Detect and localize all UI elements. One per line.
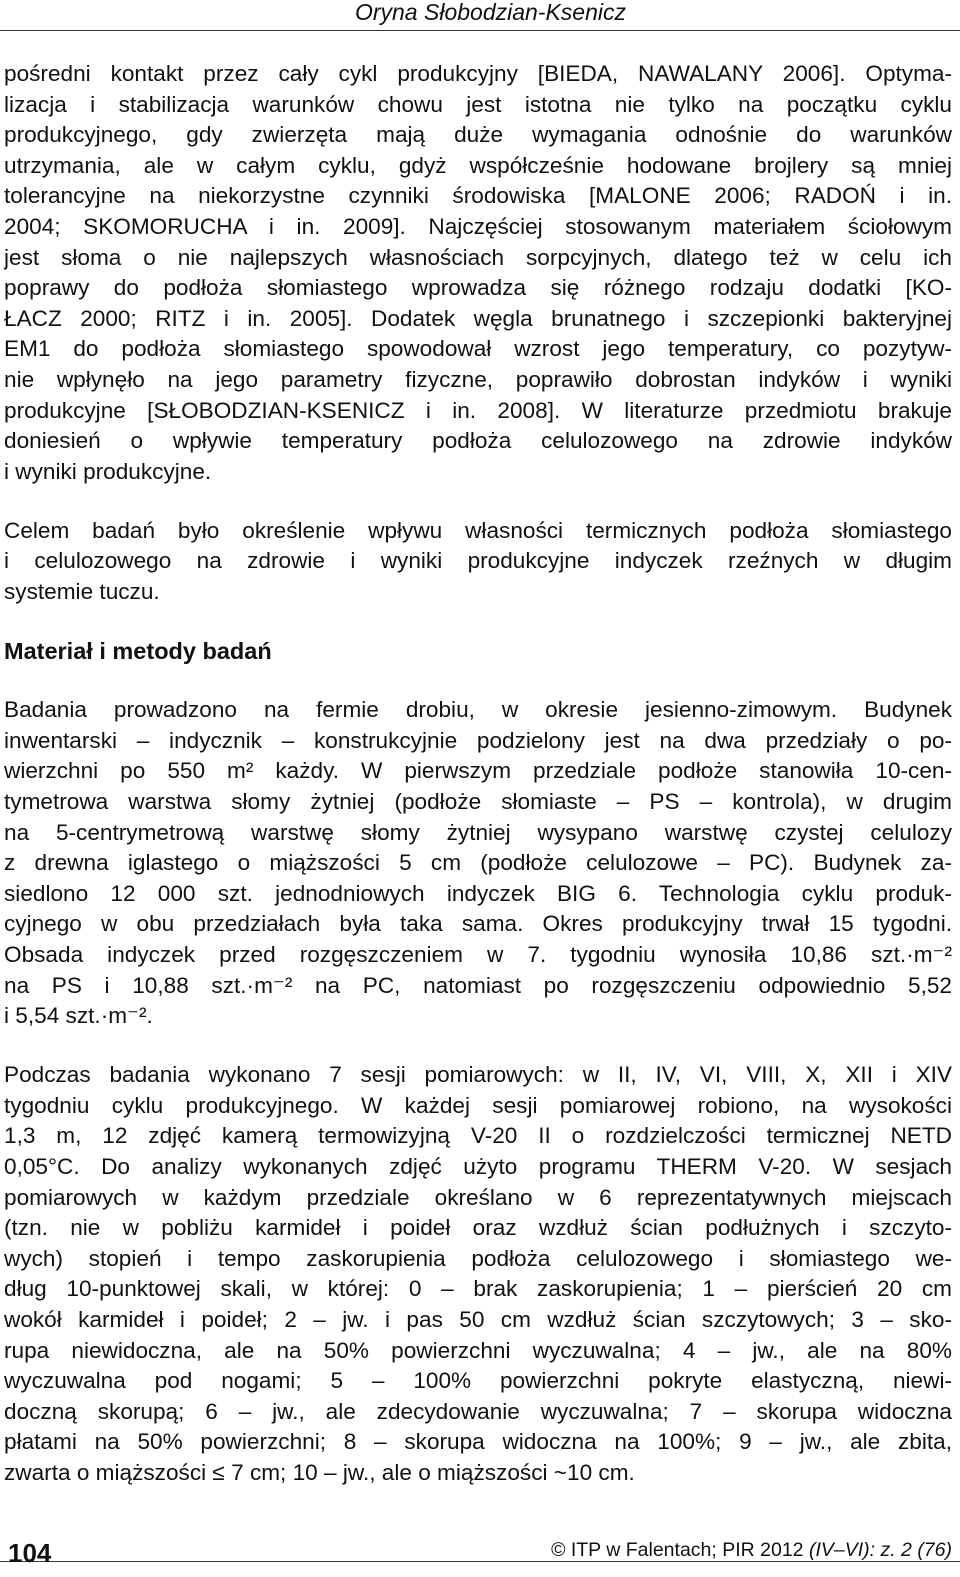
paragraph-methods bbox=[4, 695, 952, 1032]
text-line: płatami na 50% powierzchni; 8 – skorupa widoczna na 100%; 9 – jw., ale zbita, bbox=[4, 1429, 952, 1455]
text-line: cyjnego w obu przedziałach była taka sama. Okres produkcyjny trwał 15 tygodni. bbox=[4, 911, 952, 937]
text-line: i wyniki produkcyjne. bbox=[4, 458, 212, 484]
text-line: Celem badań było określenie wpływu własności termicznych podłoża słomiastego bbox=[4, 517, 952, 543]
text-line: Badania prowadzono na fermie drobiu, w okresie jesienno-zimowym. Budynek bbox=[4, 697, 952, 723]
text-line: inwentarski – indycznik – konstrukcyjnie podzielony jest na dwa przedziały o po- bbox=[4, 727, 952, 753]
text-line: i celulozowego na zdrowie i wyniki produkcyjne indyczek rzeźnych w długim bbox=[4, 548, 952, 574]
text-line: (tzn. nie w pobliżu karmideł i poideł oraz wzdłuż ścian podłużnych i szczyto- bbox=[4, 1215, 952, 1241]
paragraph-spacer bbox=[4, 667, 952, 696]
text-line: nie wpłynęło na jego parametry fizyczne, poprawiło dobrostan indyków i wyniki bbox=[4, 366, 952, 392]
text-line: tymetrowa warstwa słomy żytniej (podłoże słomiaste – PS – kontrola), w drugim bbox=[4, 788, 952, 814]
article-body bbox=[4, 59, 952, 1489]
paragraph-introduction bbox=[4, 59, 952, 487]
text-line: z drewna iglastego o miąższości 5 cm (podłoże celulozowe – PC). Budynek za- bbox=[4, 850, 952, 876]
text-line: dług 10-punktowej skali, w której: 0 – brak zaskorupienia; 1 – pierścień 20 cm bbox=[4, 1276, 952, 1302]
footer-citation bbox=[551, 1535, 952, 1565]
text-line: na 5-centrymetrową warstwę słomy żytniej wysypano warstwę czystej celulozy bbox=[4, 819, 952, 845]
text-line: wych) stopień i tempo zaskorupienia podłoża celulozowego i słomiastego we- bbox=[4, 1245, 952, 1271]
paragraph-spacer bbox=[4, 487, 952, 516]
text-line: 2004; SKOMORUCHA i in. 2009]. Najczęściej stosowanym materiałem ściołowym bbox=[4, 213, 952, 239]
copyright-source: © ITP w Falentach; PIR 2012 bbox=[551, 1539, 804, 1561]
text-line: ŁACZ 2000; RITZ i in. 2005]. Dodatek węgla brunatnego i szczepionki bakteryjnej bbox=[4, 305, 952, 331]
text-line: doniesień o wpływie temperatury podłoża celulozowego na zdrowie indyków bbox=[4, 428, 952, 454]
text-line: siedlono 12 000 szt. jednodniowych indyczek BIG 6. Technologia cyklu produk- bbox=[4, 880, 952, 906]
section-heading: Materiał i metody badań bbox=[4, 638, 272, 665]
paragraph-spacer bbox=[4, 608, 952, 637]
text-line: produkcyjnego, gdy zwierzęta mają duże wymagania odnośnie do warunków bbox=[4, 122, 952, 148]
text-line: tygodniu cyklu produkcyjnego. W każdej sesji pomiarowej robiono, na wysokości bbox=[4, 1092, 952, 1118]
text-line: wierzchni po 550 m² każdy. W pierwszym przedziale podłoże stanowiła 10-cen- bbox=[4, 758, 952, 784]
text-line: rupa niewidoczna, ale na 50% powierzchni wyczuwalna; 4 – jw., ale na 80% bbox=[4, 1337, 952, 1363]
text-line: lizacja i stabilizacja warunków chowu jest istotna nie tylko na początku cyklu bbox=[4, 91, 952, 117]
text-line: Podczas badania wykonano 7 sesji pomiarowych: w II, IV, VI, VIII, X, XII i XIV bbox=[4, 1062, 952, 1088]
text-line: 1,3 m, 12 zdjęć kamerą termowizyjną V-20 II o rozdzielczości termicznej NETD bbox=[4, 1123, 952, 1149]
text-line: pomiarowych w każdym przedziale określano w 6 reprezentatywnych miejscach bbox=[4, 1184, 952, 1210]
text-line: i 5,54 szt.·m⁻². bbox=[4, 1003, 153, 1029]
text-line: utrzymania, ale w całym cyklu, gdyż współcześnie hodowane brojlery są mniej bbox=[4, 152, 952, 178]
text-line: produkcyjne [SŁOBODZIAN-KSENICZ i in. 2008]. W literaturze przedmiotu brakuje bbox=[4, 397, 952, 423]
text-line: pośredni kontakt przez cały cykl produkcyjny [BIEDA, NAWALANY 2006]. Optyma- bbox=[4, 61, 952, 86]
text-line: zwarta o miąższości ≤ 7 cm; 10 – jw., ale o miąższości ~10 cm. bbox=[4, 1459, 635, 1485]
text-line: na PS i 10,88 szt.·m⁻² na PC, natomiast po rozgęszczeniu odpowiednio 5,52 bbox=[4, 972, 952, 998]
text-line: jest słoma o nie najlepszych własnościach sorpcyjnych, dlatego też w celu ich bbox=[4, 244, 952, 270]
page-number: 104 bbox=[8, 1538, 52, 1568]
text-line: 0,05°C. Do analizy wykonanych zdjęć użyto programu THERM V-20. W sesjach bbox=[4, 1154, 952, 1179]
paragraph-aim bbox=[4, 516, 952, 608]
header-divider bbox=[0, 30, 960, 31]
running-header-author: Oryna Słobodzian-Ksenicz bbox=[354, 0, 626, 25]
text-line: wyczuwalna pod nogami; 5 – 100% powierzchni pokryte elastyczną, niewi- bbox=[4, 1368, 952, 1394]
issue-number: (IV–VI): z. 2 (76) bbox=[808, 1539, 952, 1561]
paragraph-spacer bbox=[4, 1032, 952, 1061]
text-line: poprawy do podłoża słomiastego wprowadza się różnego rodzaju dodatki [KO- bbox=[4, 275, 952, 301]
text-line: systemie tuczu. bbox=[4, 579, 160, 604]
text-line: EM1 do podłoża słomiastego spowodował wzrost jego temperatury, co pozytyw- bbox=[4, 336, 952, 362]
text-line: wokół karmideł i poideł; 2 – jw. i pas 50 cm wzdłuż ścian szczytowych; 3 – sko- bbox=[4, 1306, 952, 1332]
paragraph-measurements bbox=[4, 1060, 952, 1488]
text-line: doczną skorupą; 6 – jw., ale zdecydowanie wyczuwalna; 7 – skorupa widoczna bbox=[4, 1398, 952, 1424]
text-line: Obsada indyczek przed rozgęszczeniem w 7. tygodniu wynosiła 10,86 szt.·m⁻² bbox=[4, 941, 952, 967]
text-line: tolerancyjne na niekorzystne czynniki środowiska [MALONE 2006; RADOŃ i in. bbox=[4, 183, 952, 209]
